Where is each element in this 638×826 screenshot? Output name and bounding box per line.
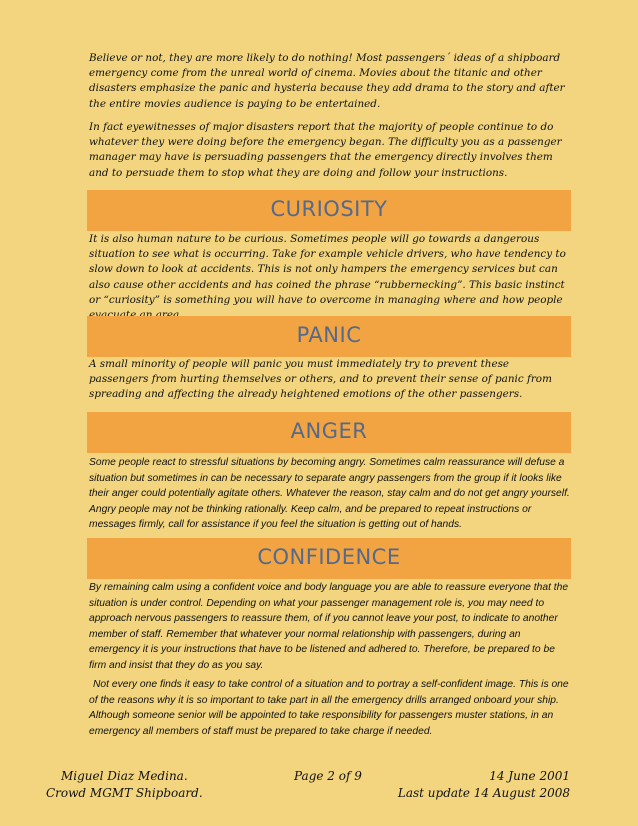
anger-heading-band [87,412,571,453]
intro-paragraph-2: In fact eyewitnesses of major disasters report that the majority of people continue to do whatever they were doing before the emergency began. The difficulty you as a passenger manager may have is persuading passengers that the emergency directly involves them and to persuade them to stop what they are doing and follow your instructions. [89,121,562,179]
footer-author: Miguel Diaz Medina. [61,769,188,783]
panic-heading-band [87,316,571,357]
anger-heading: ANGER [290,419,368,443]
curiosity-paragraph: It is also human nature to be curious. Sometimes people will go towards a dangerous situation to see what is occurring. Take for example vehicle drivers, who have tendency to slow down to look at accidents. This is not only hampers the emergency services but can also cause other accidents and has coined the phrase “rubbernecking”. This basic instinct or “curiosity” is something you will have to overcome in managing where and how people [89,233,566,306]
panic-heading: PANIC [296,323,362,347]
footer-page-number: Page 2 of 9 [294,769,362,783]
panic-paragraph: A small minority of people will panic you must immediately try to prevent these passengers from hurting themselves or others, and to prevent their sense of panic from spreading and affecting the already heightened emotions of the other passengers. [89,358,552,401]
footer-last-update: Last update 14 August 2008 [397,786,570,800]
footer-organization: Crowd MGMT Shipboard. [46,786,203,800]
curiosity-heading: CURIOSITY [270,197,388,221]
confidence-paragraph-1: By remaining calm using a confident voice and body language you are able to reassure everyone that the situation is under control. Depending on what your passenger management role is, you may need to approach nervous passengers to reassure them, of if you cannot leave your post, to indicate to another member of staff. Remember that whatever your normal relationship with passengers, during an emergency it is your instructions that have to be listened and adhered to. Therefore, be prepared to be firm and insist that they do as you say. [89,582,569,671]
curiosity-heading-band [87,190,571,231]
anger-paragraph: Some people react to stressful situations by becoming angry. Sometimes calm reassurance will defuse a situation but sometimes in can be necessary to separate angry passengers from the group if it looks like their anger could potentially agitate others. Whatever the reason, stay calm and do not get angry yourself. Angry people may not be thinking rationally. Keep calm, and be prepared to repeat instructions or messages firmly, call for assistance if you feel the situation is getting out of hands. [89,457,570,531]
footer-date: 14 June 2001 [489,769,570,783]
confidence-heading-band [87,538,571,579]
confidence-heading: CONFIDENCE [257,545,401,569]
confidence-paragraph-2: Not every one finds it easy to take control of a situation and to portray a self-confident image. This is one of the reasons why it is so important to take part in all the emergency drills arranged onboard your ship. Although someone senior will be appointed to take responsibility for passengers muster stations, in an emergency all members of staff must be prepared to take charge if needed. [89,679,569,737]
intro-paragraph-1: Believe or not, they are more likely to do nothing! Most passengers´ ideas of a shipboard emergency come from the unreal world of cinema. Movies about the titanic and other disasters emphasize the panic and hysteria because they add drama to the story and after the entire movies audience is paying to be entertained. [89,52,565,110]
